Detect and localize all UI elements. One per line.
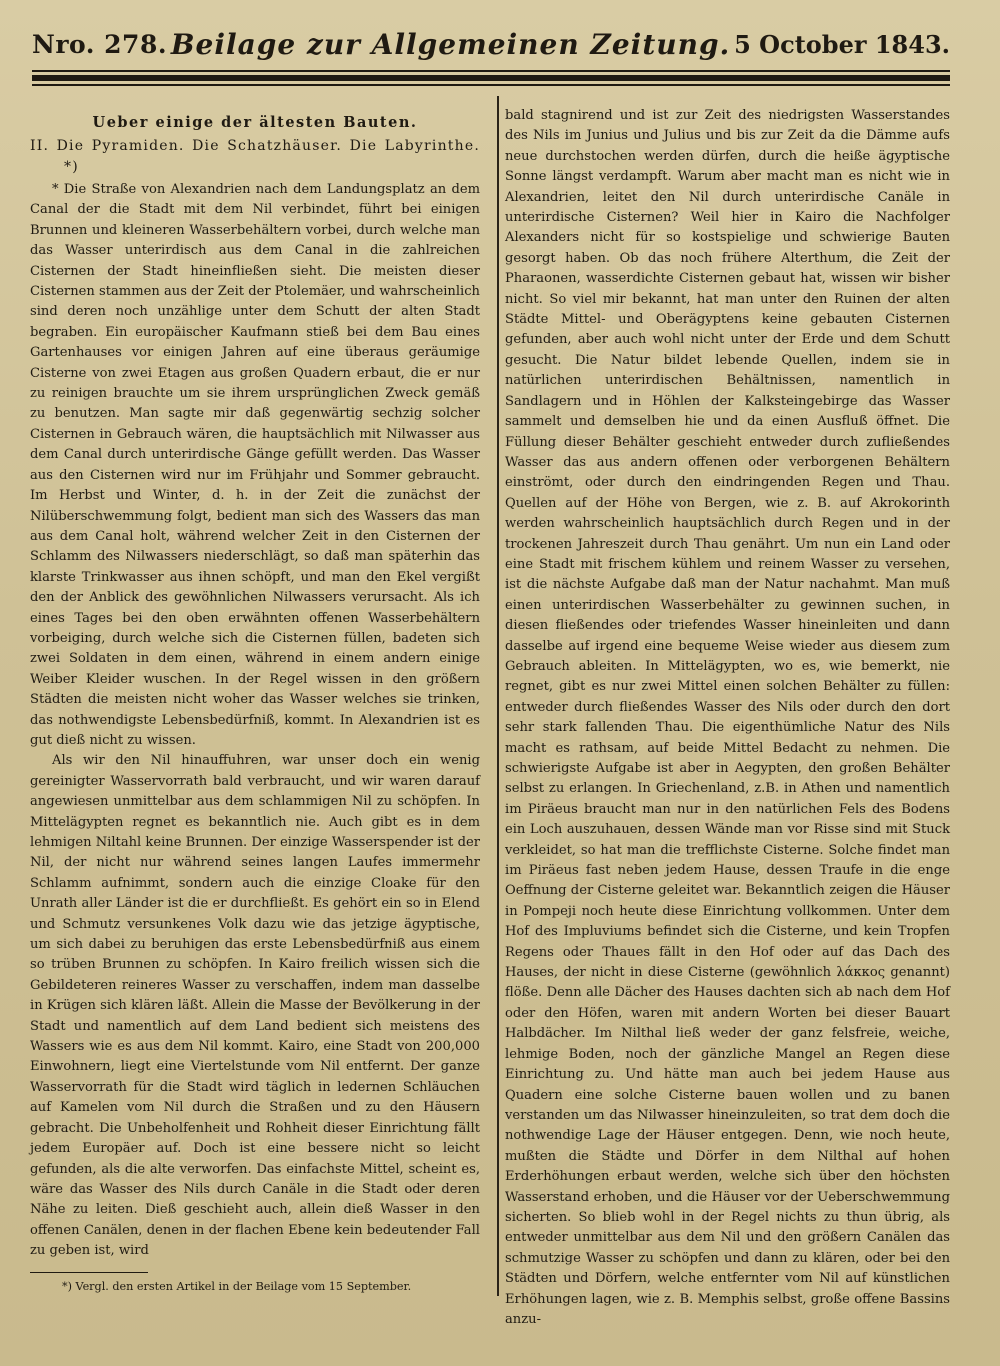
right-column [505,106,950,1330]
footnote: *) Vergl. den ersten Artikel in der Beilage vom 15 September. [62,1279,412,1293]
paragraph: * Die Straße von Alexandrien nach dem Landungsplatz an dem Canal der die Stadt mit dem Nil verbindet, führt bei einigen Brunnen und kleineren Wasserbehältern vorbei, durch welche man das Wasser unterirdisch aus dem Canal in die zahlreichen Cisternen der Stadt hineinfließen sieht. Die meisten dieser Cisternen stammen aus der Zeit der Ptolemäer, und wahrscheinlich sind deren noch unzählige unter dem Schutt der alten Stadt begraben. Ein europäischer Kaufmann stieß bei dem Bau eines Gartenhauses vor einigen Jahren auf eine überaus geräumige Cisterne von zwei Etagen aus großen Quadern erbaut, die er nur zu reinigen brauchte um sie ihrem ursprünglichen Zweck gemäß zu benutzen. Man sagte mir daß gegenwärtig sechzig solcher Cisternen in Gebrauch wären, die hauptsächlich mit Nilwasser aus dem Canal durch unterirdische Gänge gefüllt werden. Das Wasser aus den Cisternen wird nur im Frühjahr und Sommer gebraucht. Im Herbst und Winter, d. h. in der Zeit die zunächst der Nilüberschwemmung folgt, bedient man sich des Wassers das man aus dem Canal holt, während welcher Zeit in den Cisternen der Schlamm des Nilwassers niederschlägt, so daß man späterhin das klarste Trinkwasser aus ihnen schöpft, und man den Ekel vergißt den der Anblick des gewöhnlichen Nilwassers verursacht. Als ich eines Tages bei den oben erwähnten offenen Wasserbehältern vorbeiging, durch welche sich die Cisternen füllen, badeten sich zwei Soldaten in dem einen, während in einem andern einige Weiber Kleider wuschen. In der Regel wissen in den größern Städten die meisten nicht woher das Wasser welches sie trinken, das nothwendigste Lebensbedürfniß, kommt. In Alexandrien ist es gut dieß nicht zu wissen. [30,182,480,748]
column-divider [497,96,499,1296]
paragraph: bald stagnirend und ist zur Zeit des niedrigsten Wasserstandes des Nils im Junius und Julius und bis zur Zeit da die Dämme aufs neue durchstochen werden dürfen, durch die heiße ägyptische Sonne längst verdampft. Warum aber macht man es nicht wie in Alexandrien, leitet den Nil durch unterirdische Canäle in unterirdische Cisternen? Weil hier in Kairo die Nachfolger Alexanders nicht für so kostspielige und schwierige Bauten gesorgt haben. Ob das noch frühere Alterthum, die Zeit der Pharaonen, wasserdichte Cisternen gebaut hat, wissen wir bisher nicht. So viel mir bekannt, hat man unter den Ruinen der alten Städte Mittel- und Oberägyptens keine gebauten Cisternen gefunden, aber auch wohl nicht unter der Erde und dem Schutt gesucht. Die Natur bildet lebende Quellen, indem sie in natürlichen unterirdischen Behältnissen, namentlich in Sandlagern und in Höhlen der Kalksteingebirge das Wasser sammelt und demselben hie und da einen Ausfluß öffnet. Die Füllung dieser Behälter geschieht entweder durch zufließendes Wasser das aus andern offenen oder verborgenen Behältern einströmt, oder durch den eindringenden Regen und Thau. Quellen auf der Höhe von Bergen, wie z. B. auf Akrokorinth werden wahrscheinlich hauptsächlich durch Regen und in der trockenen Jahreszeit durch Thau genährt. Um nun ein Land oder eine Stadt mit frischem kühlem und reinem Wasser zu versehen, ist die nächste Aufgabe daß man der Natur nachahmt. Man muß einen unterirdischen Wasserbehälter zu gewinnen suchen, in diesen fließendes oder triefendes Wasser hineinleiten und dann dasselbe auf irgend eine bequeme Weise wieder aus diesem zum Gebrauch ableiten. In Mittelägypten, wo es, wie bemerkt, nie regnet, gibt es nur zwei Mittel einen solchen Behälter zu füllen: entweder durch fließendes Wasser des Nils oder durch den dort sehr stark fallenden Thau. Die eigenthümliche Natur des Nils macht es rathsam, auf beide Mittel Bedacht zu nehmen. Die schwierigste Aufgabe ist aber in Aegypten, den großen Behälter selbst zu erlangen. In Griechenland, z.B. in Athen und namentlich im Piräeus braucht man nur in den natürlichen Fels des Bodens ein Loch auszuhauen, dessen Wände man vor Risse sind mit Stuck verkleidet, so hat man die trefflichste Cisterne. Solche findet man im Piräeus fast neben jedem Hause, dessen Traufe in die enge Oeffnung der Cisterne geleitet war. Bekanntlich zeigen die Häuser in Pompeji noch heute diese Einrichtung vollkommen. Unter dem Hof des Impluviums befindet sich die Cisterne, und kein Tropfen Regens oder Thaues fällt in den Hof oder auf das Dach des Hauses, der nicht in diese Cisterne (gewöhnlich λάκκος genannt) flöße. Denn alle Dächer des Hauses dachten sich ab nach dem Hof oder den Höfen, waren mit andern Worten bei dieser Bauart Halbdächer. Im Nilthal ließ weder der ganz felsfreie, weiche, lehmige Boden, noch der gänzliche Mangel an Regen diese Einrichtung zu. Und hätte man auch bei jedem Hause aus Quadern eine solche Cisterne bauen wollen und zu banen verstanden um das Nilwasser hineinzuleiten, so trat dem doch die nothwendige Lage der Häuser entgegen. Denn, wie noch heute, mußten die Städte und Dörfer in dem Nilthal auf hohen Erderhöhungen erbaut werden, welche sich über den höchsten Wasserstand erhoben, und die Häuser vor der Ueberschwemmung sicherten. So blieb wohl in der Regel nichts zu thun übrig, als entweder unmittelbar aus dem Nil und den größern Canälen das schmutzige Wasser zu schöpfen und dann zu klären, oder bei den Städten und Dörfern, welche entfernter vom Nil auf künstlichen Erhöhungen lagen, wie z. B. Memphis selbst, große offene Bassins anzu- [505,108,950,1327]
masthead [32,24,950,64]
issue-date: 5 October 1843. [734,29,950,59]
left-column [30,108,480,1295]
article-subtitle: II. Die Pyramiden. Die Schatzhäuser. Die Labyrinthe. *) [30,138,480,175]
article-title: Ueber einige der ältesten Bauten. [92,114,418,131]
paragraph: Als wir den Nil hinauffuhren, war unser doch ein wenig gereinigter Wasservorrath bald verbraucht, und wir waren darauf angewiesen unmittelbar aus dem schlammigen Nil zu schöpfen. In Mittelägypten regnet es bekanntlich nie. Auch gibt es in dem lehmigen Niltahl keine Brunnen. Der einzige Wasserspender ist der Nil, der nicht nur während seines langen Laufes immermehr Schlamm aufnimmt, sondern auch die einzige Cloake für den Unrath aller Länder ist die er durchfließt. Es gehört ein so in Elend und Schmutz versunkenes Volk dazu wie das jetzige ägyptische, um sich dabei zu beruhigen das erste Lebensbedürfniß aus einem so trüben Brunnen zu schöpfen. In Kairo freilich wissen sich die Gebildeteren reineres Wasser zu verschaffen, indem man dasselbe in Krügen sich klären läßt. Allein die Masse der Bevölkerung in der Stadt und namentlich auf dem Land bedient sich meistens des Wassers wie es aus dem Nil kommt. Kairo, eine Stadt von 200,000 Einwohnern, liegt eine Viertelstunde vom Nil entfernt. Der ganze Wasservorrath für die Stadt wird täglich in ledernen Schläuchen auf Kamelen vom Nil durch die Straßen und zu den Häusern gebracht. Die Unbeholfenheit und Rohheit dieser Einrichtung fällt jedem Europäer auf. Doch ist eine bessere nicht so leicht gefunden, als die alte verworfen. Das einfachste Mittel, scheint es, wäre das Wasser des Nils durch Canäle in die Stadt oder deren Nähe zu leiten. Dieß geschieht auch, allein dieß Wasser in den offenen Canälen, denen in der flachen Ebene kein bedeutender Fall zu geben ist, wird [30,753,480,1259]
issue-number: Nro. 278. [32,29,168,59]
footnote-rule [30,1272,148,1273]
masthead-rule-top [32,70,950,72]
newspaper-title: Beilage zur Allgemeinen Zeitung. [170,27,731,61]
masthead-rule-bottom [32,84,950,86]
masthead-rule-thick [32,75,950,81]
